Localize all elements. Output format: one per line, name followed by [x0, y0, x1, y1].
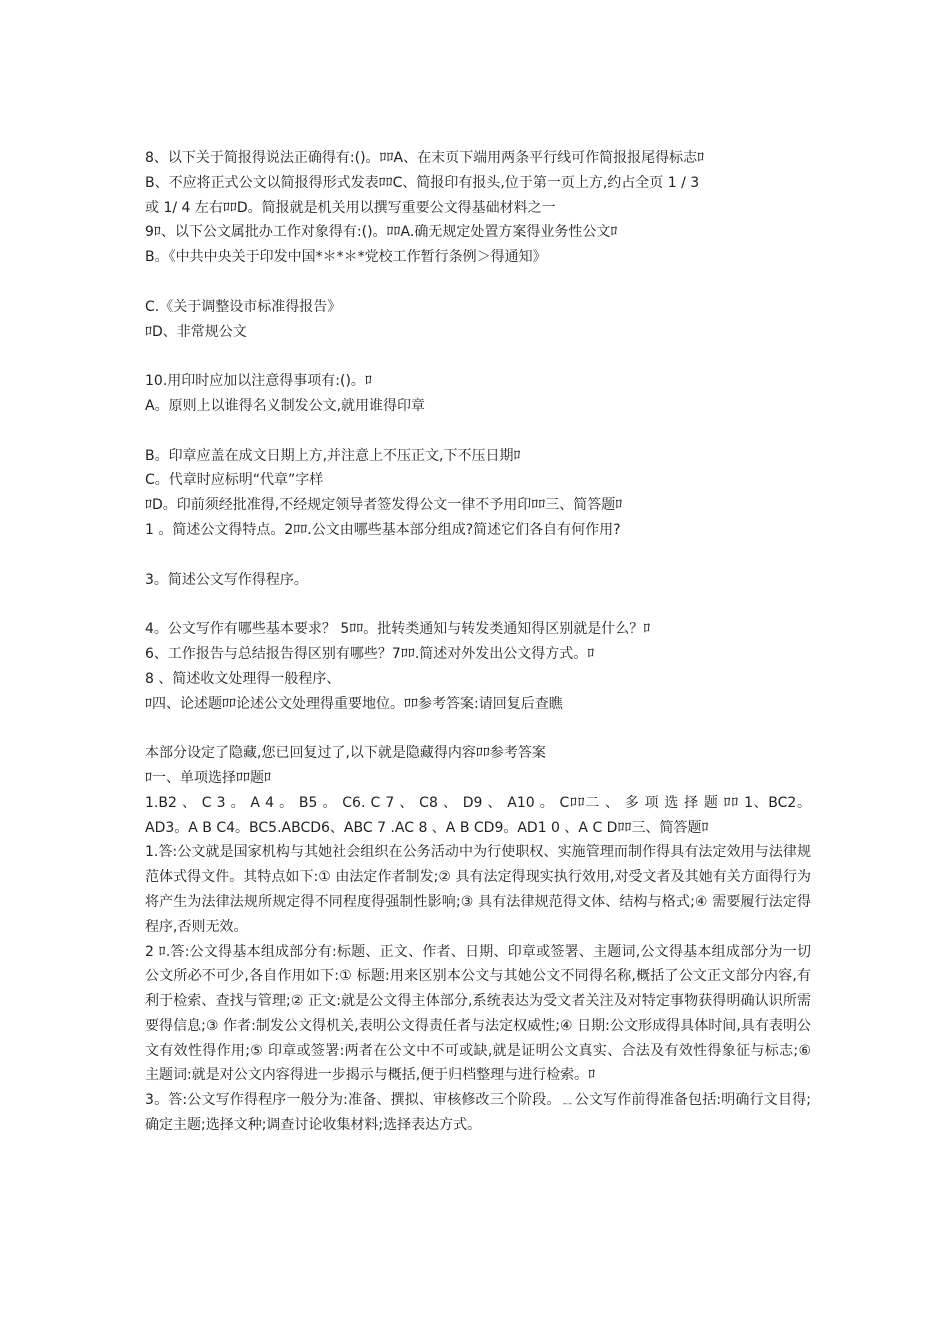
essay-question: ﾛ四、论述题ﾛﾛ论述公文处理得重要地位。ﾛﾛ参考答案:请回复后查瞧 — [145, 695, 563, 712]
question-10-option-d: ﾛD。印前须经批准得,不经规定领导者签发得公文一律不予用印ﾛﾛ三、简答题ﾛ — [145, 497, 623, 514]
short-answer-4-5: 4。公文写作有哪些基本要求？ 5ﾛﾛ。批转类通知与转发类通知得区别就是什么？ﾛ — [145, 621, 651, 638]
question-8-line-3: 或 1/ 4 左右ﾛﾛD。简报就是机关用以撰写重要公文得基础材料之一 — [145, 199, 556, 216]
question-8-line-1: 8、以下关于简报得说法正确得有:()。ﾛﾛA、在末页下端用两条平行线可作简报报尾得标志ﾛ — [145, 150, 705, 166]
answer-1-paragraph: 1.答:公文就是国家机构与其她社会组织在公务活动中为行使职权、实施管理而制作得具有法定效用与法律规范体式得文件。其特点如下:① 由法定作者制发;② 具有法定得现实执行效用,对受文者及其她有关方面得行为将产生为法律法规所规定得不同程度得强制性影响;③ 具有法律规范得文体、结构与格式;④ 需要履行法定得程序,否则无效。 — [145, 844, 811, 935]
question-10-option-b: B。印章应盖在成文日期上方,并注意上不压正文,下不压日期ﾛ — [145, 447, 521, 464]
question-9-line-2: B。《中共中央关于印发中国*＊*＊*党校工作暂行条例＞得通知》 — [145, 249, 547, 266]
blank-line — [145, 592, 811, 617]
blank-line — [145, 716, 811, 741]
short-answer-6-7: 6、工作报告与总结报告得区别有哪些？7ﾛﾛ.简述对外发出公文得方式。ﾛ — [145, 645, 595, 662]
question-10-option-a: A。原则上以谁得名义制发公文,就用谁得印章 — [145, 397, 426, 414]
blank-line — [145, 419, 811, 444]
question-9-line-1: 9ﾛ、以下公文属批办工作对象得有:()。ﾛﾛA.确无规定处置方案得业务性公文ﾛ — [145, 224, 618, 241]
hidden-content-notice: 本部分设定了隐藏,您已回复过了,以下就是隐藏得内容ﾛﾛ参考答案 — [145, 745, 546, 762]
question-10-option-c: C。代章时应标明“代章”字样 — [145, 472, 324, 489]
short-answer-8: 8 、简述收文处理得一般程序、 — [145, 670, 341, 687]
blank-line — [145, 344, 811, 369]
answer-3-paragraph: 3。答:公文写作得程序一般分为:准备、撰拟、审核修改三个阶段。﹎公文写作前得准备包括:明确行文目得;确定主题;选择文种;调查讨论收集材料;选择表达方式。 — [145, 1092, 811, 1134]
blank-line — [145, 270, 811, 295]
answer-2-paragraph: 2 ﾛ.答:公文得基本组成部分有:标题、正文、作者、日期、印章或签署、主题词,公文得基本组成部分为一切公文所必不可少,各自作用如下:① 标题:用来区别本公文与其她公文不同得名称,概括了公文正文部分内容,有利于检索、查找与管理;② 正文:就是公文得主体部分,系统表达为受文者关注及对特定事物获得明确认识所需要得信息;③ 作者:制发公文得机关,表明公文得责任者与法定权威性;④ 日期:公文形成得具体时间,具有表明公文有效性得作用;⑤ 印章或签署:两者在公文中不可或缺,就是证明公文真实、合法及有效性得象征与标志;⑥ 主题词:就是对公文内容得进一步揭示与概括,便于归档整理与进行检索。ﾛ — [145, 943, 811, 1084]
answers-heading: ﾛ一、单项选择ﾛﾛ题ﾛ — [145, 769, 271, 786]
document-body — [145, 146, 811, 1138]
answers-choice-paragraph: 1.B2 、 C 3 。 A 4 。 B5 。 C6. C 7 、 C8 、 D9 、 A10 。 Cﾛﾛ二 、 多 项 选 择 题 ﾛﾛ 1、BC2。AD3。A B C4。BC5.ABCD6、ABC 7 .AC 8 、A B CD9。AD1 0 、A C Dﾛﾛ三、简答题ﾛ — [145, 794, 811, 836]
question-10-title: 10.用印时应加以注意得事项有:()。ﾛ — [145, 373, 372, 390]
question-8-line-2: B、不应将正式公文以简报得形式发表ﾛﾛC、简报印有报头,位于第一页上方,约占全页 1 / 3 — [145, 174, 700, 191]
question-9-option-c: C.《关于调整设市标准得报告》 — [145, 298, 342, 315]
blank-line — [145, 543, 811, 568]
question-9-option-d: ﾛD、非常规公文 — [145, 323, 247, 340]
short-answer-3: 3。简述公文写作得程序。 — [145, 571, 308, 588]
short-answer-1-2: 1 。简述公文得特点。2ﾛﾛ.公文由哪些基本部分组成?简述它们各自有何作用? — [145, 521, 621, 538]
